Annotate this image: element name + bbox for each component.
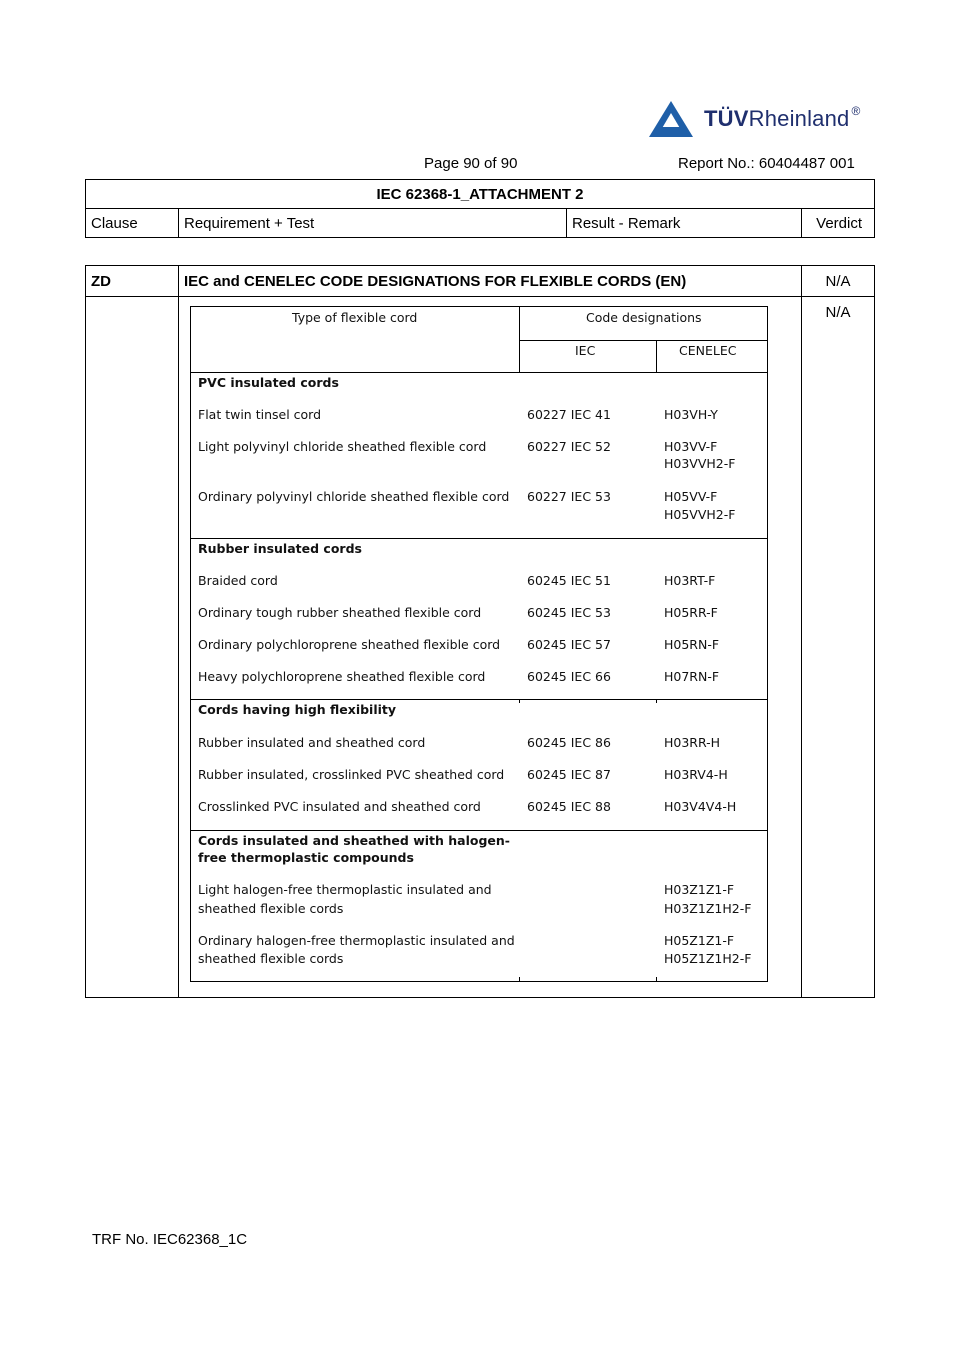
cord-type: Rubber insulated, crosslinked PVC sheathed cord [198, 767, 505, 782]
cord-iec: 60245 IEC 86 [527, 735, 611, 750]
cord-cenelec: H05VV-F [664, 489, 718, 504]
section-title: IEC and CENELEC CODE DESIGNATIONS FOR FLEXIBLE CORDS (EN) [179, 266, 802, 297]
cord-type: Rubber insulated and sheathed cord [198, 735, 426, 750]
cord-iec: 60245 IEC 53 [527, 605, 611, 620]
cord-type: Crosslinked PVC insulated and sheathed cord [198, 799, 481, 814]
cord-iec: 60245 IEC 66 [527, 669, 611, 684]
cord-cenelec: H03RT-F [664, 573, 716, 588]
col-cenelec-header: CENELEC [679, 343, 737, 358]
col-iec-header: IEC [575, 343, 596, 358]
cord-iec: 60227 IEC 53 [527, 489, 611, 504]
cord-type: Light polyvinyl chloride sheathed flexible cord [198, 439, 487, 454]
cord-iec: 60245 IEC 88 [527, 799, 611, 814]
cord-type: Light halogen-free thermoplastic insulated and [198, 882, 492, 897]
cord-cenelec: H05RR-F [664, 605, 718, 620]
cord-type: Ordinary halogen-free thermoplastic insulated and [198, 933, 515, 948]
col-requirement: Requirement + Test [179, 209, 567, 238]
cord-iec: 60245 IEC 57 [527, 637, 611, 652]
cord-cenelec: H03RV4-H [664, 767, 728, 782]
attachment-header-table [85, 179, 875, 238]
cord-designation-table [190, 306, 768, 982]
cord-cenelec: H03RR-H [664, 735, 721, 750]
col-type-header: Type of flexible cord [292, 310, 418, 325]
cord-iec: 60227 IEC 41 [527, 407, 611, 422]
cord-cenelec: H03Z1Z1-F [664, 882, 735, 897]
col-verdict: Verdict [802, 209, 875, 238]
cord-iec: 60227 IEC 52 [527, 439, 611, 454]
trf-number: TRF No. IEC62368_1C [92, 1231, 248, 1248]
clause-zd: ZD [86, 266, 179, 297]
row-verdict: N/A [802, 297, 875, 998]
triangle-logo-icon [648, 100, 694, 138]
tuv-rheinland-logo [648, 100, 873, 140]
group-title: Rubber insulated cords [198, 541, 362, 556]
logo-wordmark: TÜVRheinland ® [704, 104, 861, 131]
cord-type: sheathed flexible cords [198, 951, 344, 966]
cord-type: Flat twin tinsel cord [198, 407, 322, 422]
cord-type: Ordinary polyvinyl chloride sheathed flexible cord [198, 489, 510, 504]
cord-cenelec: H03VV-F [664, 439, 718, 454]
cord-type: Ordinary polychloroprene sheathed flexible cord [198, 637, 501, 652]
cord-cenelec: H05RN-F [664, 637, 720, 652]
col-code-header: Code designations [586, 310, 702, 325]
attachment-title: IEC 62368-1_ATTACHMENT 2 [86, 180, 875, 209]
cord-cenelec: H05VVH2-F [664, 507, 736, 522]
cord-type: Ordinary tough rubber sheathed flexible cord [198, 605, 482, 620]
cord-cenelec: H07RN-F [664, 669, 720, 684]
cord-type: Braided cord [198, 573, 278, 588]
cord-iec: 60245 IEC 51 [527, 573, 611, 588]
col-result: Result - Remark [567, 209, 802, 238]
cord-type: Heavy polychloroprene sheathed flexible cord [198, 669, 486, 684]
group-title: PVC insulated cords [198, 375, 339, 390]
cord-cenelec: H05Z1Z1H2-F [664, 951, 752, 966]
page-number: Page 90 of 90 [424, 155, 518, 172]
cord-iec: 60245 IEC 87 [527, 767, 611, 782]
group-title: free thermoplastic compounds [198, 850, 414, 865]
report-number: Report No.: 60404487 001 [678, 155, 855, 172]
cord-cenelec: H03V4V4-H [664, 799, 737, 814]
col-clause: Clause [86, 209, 179, 238]
group-title: Cords having high flexibility [198, 702, 397, 717]
cord-cenelec: H05Z1Z1-F [664, 933, 735, 948]
group-title: Cords insulated and sheathed with halogen- [198, 833, 510, 848]
cord-cenelec: H03VVH2-F [664, 456, 736, 471]
cord-type: sheathed flexible cords [198, 901, 344, 916]
cord-cenelec: H03Z1Z1H2-F [664, 901, 752, 916]
section-verdict: N/A [802, 266, 875, 297]
cord-cenelec: H03VH-Y [664, 407, 718, 422]
